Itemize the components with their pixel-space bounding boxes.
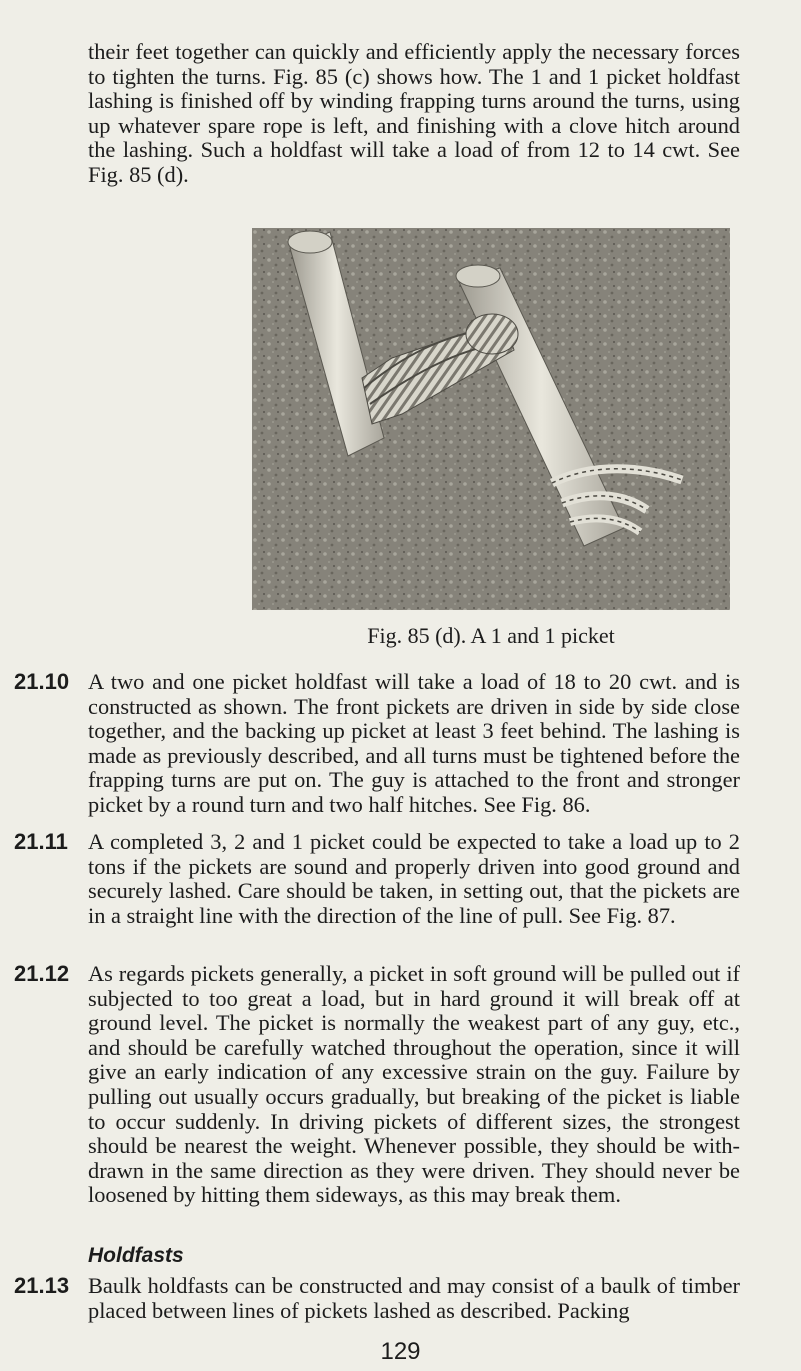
paragraph-21-11: A completed 3, 2 and 1 picket could be expected to take a load up to 2 tons if the pickets are sound and properly driven into good ground and securely lashed. Care should be taken, in setting out, that the pickets are in a straight line with the direction of the line of pull. See Fig. 87. xyxy=(88,829,740,928)
paragraph-number-21-10: 21.10 xyxy=(14,669,70,694)
intro-paragraph: their feet together can quickly and efficiently apply the necessary forces to tighten the turns. Fig. 85 (c) shows how. The 1 and 1 picket holdfast lashing is finished off by winding frapping turns around the turns, using up whatever spare rope is left, and finishing with a clove hitch around the lashing. Such a holdfast will take a load of from 12 to 14 cwt. See Fig. 85 (d). xyxy=(88,39,740,187)
picket-lashing-illustration xyxy=(252,228,730,610)
figure-caption: Fig. 85 (d). A 1 and 1 picket xyxy=(367,623,615,648)
page-number: 129 xyxy=(380,1338,421,1365)
figure-photo xyxy=(252,228,730,610)
section-heading: Holdfasts xyxy=(88,1244,184,1267)
paragraph-number-21-11: 21.11 xyxy=(14,829,68,854)
paragraph-21-13: Baulk holdfasts can be constructed and may consist of a baulk of timber placed between lines of pickets lashed as described. Packing xyxy=(88,1273,740,1323)
paragraph-21-10: A two and one picket holdfast will take a load of 18 to 20 cwt. and is constructed as shown. The front pickets are driven in side by side close together, and the backing up picket at least 3 feet behind. The lashing is made as previously described, and all turns must be tightened before the frapping turns are put on. The guy is attached to the front and stronger picket by a round turn and two half hitches. See Fig. 86. xyxy=(88,669,740,817)
paragraph-21-12: As regards pickets generally, a picket in soft ground will be pulled out if subjected to too great a load, but in hard ground it will break off at ground level. The picket is normally the weakest part of any guy, etc., and should be carefully watched throughout the operation, since it will give an early indication of any excessive strain on the guy. Failure by pulling out usually occurs gradually, but breaking of the picket is liable to occur suddenly. In driving pickets of different sizes, the strongest should be nearest the weight. Whenever possible, they should be with-drawn in the same direction as they were driven. They should never be loosened by hitting them sideways, as this may break them. xyxy=(88,961,740,1208)
paragraph-number-21-12: 21.12 xyxy=(14,961,70,986)
paragraph-number-21-13: 21.13 xyxy=(14,1273,70,1298)
